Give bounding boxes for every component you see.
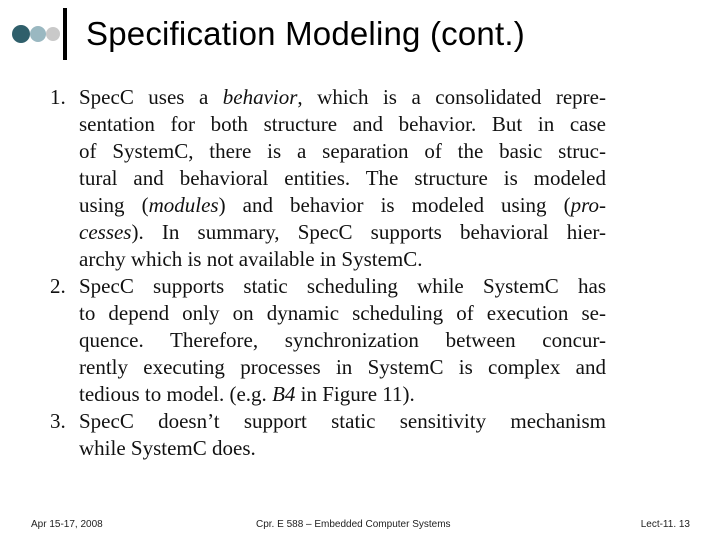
- italic-term: pro-: [570, 193, 606, 217]
- light-blue-dot-icon: [30, 26, 46, 42]
- text-line: [79, 84, 606, 111]
- logo-dots: [12, 24, 62, 44]
- text-line: [79, 300, 606, 327]
- text-line: [79, 408, 606, 435]
- slide-title: Specification Modeling (cont.): [86, 15, 525, 52]
- text-line: [79, 327, 606, 354]
- text-line: [79, 354, 606, 381]
- text-segment: ). In summary, SpecC supports behavioral hier-: [131, 220, 606, 244]
- slide-body: [46, 84, 606, 462]
- text-line: [79, 192, 606, 219]
- text-segment: archy which is not available in SystemC.: [79, 247, 423, 271]
- title-divider: [63, 8, 67, 60]
- text-segment: in Figure 11).: [295, 382, 415, 406]
- text-segment: SpecC supports static scheduling while SystemC has: [79, 274, 606, 298]
- text-segment: quence. Therefore, synchronization between concur-: [79, 328, 606, 352]
- list-item-number: 3.: [50, 409, 66, 433]
- gray-dot-icon: [46, 27, 60, 41]
- text-segment: ) and behavior is modeled using (: [218, 193, 571, 217]
- text-segment: using (: [79, 193, 149, 217]
- text-segment: SpecC uses a: [79, 85, 223, 109]
- dark-dot-icon: [12, 25, 30, 43]
- text-segment: tural and behavioral entities. The structure is modeled: [79, 166, 606, 190]
- footer-date: Apr 15-17, 2008: [31, 519, 103, 530]
- list-item-number: 2.: [50, 274, 66, 298]
- text-line: [79, 165, 606, 192]
- text-line: [79, 219, 606, 246]
- list-item: [46, 273, 606, 408]
- text-segment: to depend only on dynamic scheduling of execution se-: [79, 301, 606, 325]
- text-segment: while SystemC does.: [79, 436, 256, 460]
- italic-term: cesses: [79, 220, 132, 244]
- text-line: [79, 111, 606, 138]
- text-line: [79, 246, 606, 273]
- text-line: [79, 381, 606, 408]
- list-item: [46, 408, 606, 462]
- text-segment: , which is a consolidated repre-: [297, 85, 606, 109]
- text-line: [79, 138, 606, 165]
- text-segment: tedious to model. (e.g.: [79, 382, 273, 406]
- italic-term: modules: [148, 193, 219, 217]
- italic-term: B4: [272, 382, 296, 406]
- text-segment: sentation for both structure and behavior. But in case: [79, 112, 606, 136]
- text-segment: SpecC doesn’t support static sensitivity mechanism: [79, 409, 606, 433]
- list-item-text: [79, 84, 606, 273]
- text-line: [79, 435, 606, 462]
- footer-page-number: Lect-11. 13: [640, 519, 690, 530]
- list-item-number: 1.: [50, 85, 66, 109]
- footer-course: Cpr. E 588 – Embedded Computer Systems: [256, 519, 451, 530]
- text-line: [79, 273, 606, 300]
- list-item: [46, 84, 606, 273]
- list-item-text: [79, 408, 606, 462]
- text-segment: of SystemC, there is a separation of the basic struc-: [79, 139, 606, 163]
- italic-term: behavior: [222, 85, 298, 109]
- list-item-text: [79, 273, 606, 408]
- text-segment: rently executing processes in SystemC is complex and: [79, 355, 606, 379]
